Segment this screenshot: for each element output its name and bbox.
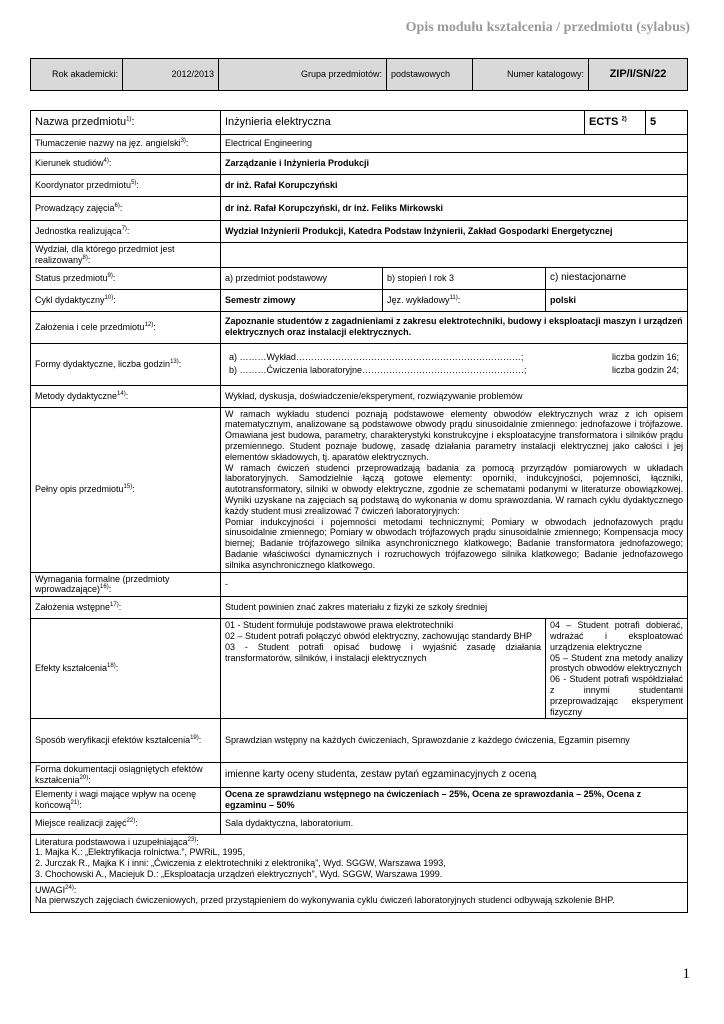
ects-value: 5 — [646, 111, 688, 135]
forma-cwiczenia-text: b) ………Ćwiczenia laboratoryjne………………………………………………; — [229, 365, 527, 376]
cykl-sup: 10) — [104, 294, 114, 301]
status-a: a) przedmiot podstawowy — [221, 267, 383, 289]
tlumaczenie-label: Tłumaczenie nazwy na jęz. angielski — [35, 138, 181, 149]
koordynator-value: dr inż. Rafał Korupczyński — [221, 175, 688, 197]
status-c: c) niestacjonarne — [546, 267, 688, 289]
metody-label: Metody dydaktyczne — [35, 390, 118, 401]
status-label: Status przedmiotu — [35, 272, 108, 283]
top-info-table — [30, 58, 688, 91]
jednostka-sup: 7) — [121, 226, 127, 233]
zalozenia-wstepne-label: Założenia wstępne — [35, 602, 111, 613]
literatura-sup: 23) — [187, 836, 197, 843]
forma-cwiczenia-hours: liczba godzin 24; — [611, 365, 680, 376]
pelny-opis-label: Pełny opis przedmiotu — [35, 484, 124, 495]
zalozenia-cele-label: Założenia i cele przedmiotu — [35, 321, 145, 332]
uwagi-value: Na pierwszych zajęciach ćwiczeniowych, przed przystąpieniem do wykonywania cyklu ćwiczeń laboratoryjnych studenci odbywają szkolenie BHP. — [35, 895, 615, 906]
zalozenia-wstepne-sup: 17) — [110, 602, 119, 609]
numer-value: ZIP/I/SN/22 — [589, 59, 688, 91]
elementy-label: Elementy i wagi mające wpływ na ocenę końcową — [35, 788, 197, 810]
kierunek-sup: 4) — [103, 158, 109, 165]
kierunek-value: Zarządzanie i Inżynieria Produkcji — [221, 153, 688, 175]
jezyk-label: Jęz. wykładowy — [387, 294, 450, 305]
nazwa-sup: 1) — [126, 116, 132, 123]
koordynator-label: Koordynator przedmiotu — [35, 180, 132, 191]
jednostka-value: Wydział Inżynierii Produkcji, Katedra Podstaw Inżynierii, Zakład Gospodarki Energetycznej — [221, 221, 688, 243]
syllabus-table: Nazwa przedmiotu$^{1)}$: Inżynieria elektryczna ECTS $^{2)}$ 5 Tłumaczenie nazwy na jęz. angielski$^{3)}$: Electrical Engineering Kierunek studiów$^{4)}$: Zarządzanie i Inżynieria Produkcji Koordynator przedmiotu$^{5)}$: dr inż. Rafał Korupczyński Prowadzący zajęcia$^{6)}$: dr inż. Rafał Korupczyński, dr inż. Feliks Mirkowski Jednostka realizująca$^{7)}$: Wydział Inżynierii Produkcji, Katedra Podstaw Inżynierii, Zakład Gospodarki Energetycznej Wydział, dla którego przedmiot jest realizowany$^{8)}$: Status przedmiotu$^{9)}$: a) przedmiot podstawowy b) stopień I rok 3 c) niestacjonarne Cykl dydaktyczny$^{10)}$: Semestr zimowy Jęz. wykładowy$^{11)}$: polski Założenia i cele przedmiotu$^{12)}$: Zapoznanie studentów z zagadnieniami z zakresu elektrotechniki, budowy i eksploatacji maszyn i urządzeń elektrycznych oraz instalacji elektrycznych. Formy dydaktyczne, liczba godzin$^{13)}$: a) ………Wykład…………………………………………………………………; liczba godzin 16; b) ………Ćwiczenia laboratoryjne………………………………………………; liczba godzin 24; Metody dydaktyczne$^{14)}$: Wykład, dyskusja, doświadczenie/eksperyment, rozwiązywanie problemów Pełny opis przedmiotu$^{15)}$: W ramach wykładu studenci poznają podstawowe elementy obwodów elektrycznych wraz z ich opisem matematycznym, analizowane są podstawowe obwody prądu sinusoidalnie zmiennego: jednofazowe i trójfazowe. Omawiana jest budowa, parametry, charakterystyki konstrukcyjne i eksploatacyjne transformatora i silników prądu przemiennego. Student poznaje budowę, zasadę działania parametry instalacji elektrycznej jako całości i jej elementów składowych, tj. aparatów elektrycznych. W ramach ćwiczeń studenci przeprowadzają badania za pomocą przyrządów pomiarowych w układach laboratoryjnych. Samodzielnie łączą gotowe elementy: oporniki, indukcyjności, pojemności, łączniki, autotransformatory, silniki w obwody elektryczne, zgodnie ze schematami podanymi w literaturze obowiązkowej. Wyniki uzyskane na zajęciach są podstawą do wykonania w domu sprawozdania. W ramach cyklu dydaktycznego każdy student musi zrealizować 7 ćwiczeń laboratoryjnych: Pomiar indukcyjności i pojemności metodami technicznymi; Pomiary w obwodach jednofazowych prądu sinusoidalnie zmiennego; Pomiary w obwodach trójfazowych prądu sinusoidalnie zmiennego; Kompensacja mocy biernej; Badanie trójfazowego silnika asynchronicznego klatkowego; Badanie transformatora jednofazowego; Badanie właściwości dynamicznych i rozruchowych trójfazowego silnika klatkowego; Badanie jednofazowego silnika asynchronicznego klatkowego. Wymagania formalne (przedmioty wprowadzające)$^{16)}$: - Założenia wstępne$^{17)}$: Student powinien znać zakres materiału z fizyki ze szkoły średniej Efekty kształcenia$^{18)}$: 01 - Student formułuje podstawowe prawa elektrotechniki 02 – Student potrafi połączyć obwód elektryczny, zachowując standardy BHP 03 - Student potrafi opisać budowę i wyjaśnić zasadę działania transformatorów, silników, i instalacji elektrycznych 04 – Student potrafi dobierać, wdrażać i eksploatować urządzenia elektryczne 05 – Student zna metody analizy prostych obwodów elektrycznych 06 - Student potrafi współdziałać z innymi studentami przeprowadzając eksperyment fizyczny Sposób weryfikacji efektów kształcenia$^{19)}$: Sprawdzian wstępny na każdych ćwiczeniach, Sprawozdanie z każdego ćwiczenia, Egzamin pisemny Forma dokumentacji osiągniętych efektów kształcenia$^{20)}$: imienne karty oceny studenta, zestaw pytań egzaminacyjnych z oceną Elementy i wagi mające wpływ na ocenę końcową$^{21)}$: Ocena ze sprawdzianu wstępnego na ćwiczeniach – 25%, Ocena ze sprawozdania – 25%, Ocena z egzaminu – 50% Miejsce realizacji zajęć$^{22)}$: Sala dydaktyczna, laboratorium. Literatura podstawowa i uzupełniająca$^{23)}$: 1. Majka K.: „Elektryfikacja rolnictwa.”, PWRiL, 1995, 2. Jurczak R., Majka K i inni: „Ćwiczenia z elektrotechniki z elektroniką”, Wyd. SGGW, Warszawa 1993, 3. Chochowski A., Maciejuk D.: „Eksploatacja urządzeń elektrycznych”, Wyd. SGGW, Warszawa 1999. UWAGI$^{24)}$: Na pierwszych zajęciach ćwiczeniowych, przed przystąpieniem do wykonywania cyklu ćwiczeń laboratoryjnych studenci odbywają szkolenie BHP. — [30, 110, 688, 913]
zalozenia-cele-value: Zapoznanie studentów z zagadnieniami z zakresu elektrotechniki, budowy i eksploatacji maszyn i urządzeń elektrycznych oraz instalacji elektrycznych. — [221, 311, 688, 343]
pelny-opis-p3: Pomiar indukcyjności i pojemności metodami technicznymi; Pomiary w obwodach jednofazowych prądu sinusoidalnie zmiennego; Pomiary w obwodach trójfazowych prądu sinusoidalnie zmiennego; Kompensacja mocy biernej; Badanie trójfazowego silnika asynchronicznego klatkowego; Badanie transformatora jednofazowego; Badanie właściwości dynamicznych i rozruchowych trójfazowego silnika klatkowego; Badanie jednofazowego silnika asynchronicznego klatkowego. — [225, 516, 684, 570]
status-b: b) stopień I rok 3 — [383, 267, 546, 289]
ects-label: ECTS — [589, 115, 619, 128]
forma-dok-label: Forma dokumentacji osiągniętych efektów kształcenia — [35, 764, 203, 786]
kierunek-label: Kierunek studiów — [35, 158, 104, 169]
nazwa-label: Nazwa przedmiotu — [35, 115, 127, 128]
literatura-item: 1. Majka K.: „Elektryfikacja rolnictwa.”, PWRiL, 1995, — [35, 847, 246, 858]
efekty-right: 04 – Student potrafi dobierać, wdrażać i eksploatować urządzenia elektryczne 05 – Student zna metody analizy prostych obwodów elektrycznych 06 - Student potrafi współdziałać z innymi studentami przeprowadzając eksperyment fizyczny — [546, 619, 688, 719]
forma-wyklad-hours: liczba godzin 16; — [611, 352, 680, 363]
rok-value: 2012/2013 — [123, 59, 219, 91]
literatura-item: 2. Jurczak R., Majka K i inni: „Ćwiczenia z elektrotechniki z elektroniką”, Wyd. SGGW, Warszawa 1993, — [35, 858, 446, 869]
wymagania-label: Wymagania formalne (przedmioty wprowadzające) — [35, 573, 170, 595]
ects-sup: 2) — [621, 116, 627, 123]
prowadzacy-label: Prowadzący zajęcia — [35, 203, 115, 214]
forma-cwiczenia — [229, 364, 679, 377]
metody-sup: 14) — [117, 390, 126, 397]
metody-value: Wykład, dyskusja, doświadczenie/eksperyment, rozwiązywanie problemów — [221, 385, 688, 407]
zalozenia-cele-sup: 12) — [144, 321, 154, 328]
forma-dok-sup: 20) — [79, 775, 89, 782]
koordynator-sup: 5) — [131, 180, 137, 187]
uwagi-sup: 24) — [65, 884, 74, 891]
pelny-opis-p2: W ramach ćwiczeń studenci przeprowadzają badania za pomocą przyrządów pomiarowych w układach laboratoryjnych. Samodzielnie łączą gotowe elementy: oporniki, indukcyjności, pojemności, łączniki, autotransformatory, silniki w obwody elektryczne, zgodnie ze schematami podanymi w literaturze obowiązkowej. Wyniki uzyskane na zajęciach są podstawą do wykonania w domu sprawozdania. W ramach cyklu dydaktycznego każdy student musi zrealizować 7 ćwiczeń laboratoryjnych: — [225, 462, 684, 516]
cykl-value: Semestr zimowy — [221, 289, 383, 311]
status-sup: 9) — [107, 272, 113, 279]
numer-label: Numer katalogowy: — [473, 59, 589, 91]
forma-dok-value: imienne karty oceny studenta, zestaw pytań egzaminacyjnych z oceną — [221, 763, 688, 788]
pelny-opis-p1: W ramach wykładu studenci poznają podstawowe elementy obwodów elektrycznych wraz z ich opisem matematycznym, analizowane są podstawowe obwody prądu sinusoidalnie zmiennego: jednofazowe i trójfazowe. Omawiana jest budowa, parametry, charakterystyki konstrukcyjne i eksploatacyjne transformatora i silników prądu przemiennego. Student poznaje budowę, zasadę działania parametry instalacji elektrycznej jako całości i jej elementów składowych, tj. aparatów elektrycznych. — [225, 408, 684, 462]
page-number: 1 — [682, 966, 690, 982]
efekty-label: Efekty kształcenia — [35, 663, 108, 674]
miejsce-label: Miejsce realizacji zajęć — [35, 817, 127, 828]
uwagi-label: UWAGI — [35, 884, 66, 895]
jezyk-sup: 11) — [449, 294, 458, 301]
elementy-value: Ocena ze sprawdzianu wstępnego na ćwiczeniach – 25%, Ocena ze sprawozdania – 25%, Ocena z egzaminu – 50% — [221, 787, 688, 812]
forma-wyklad — [229, 351, 679, 364]
forma-wyklad-text: a) ………Wykład…………………………………………………………………; — [229, 352, 524, 363]
efekty-left: 01 - Student formułuje podstawowe prawa elektrotechniki 02 – Student potrafi połączyć obwód elektryczny, zachowując standardy BHP 03 - Student potrafi opisać budowę i wyjaśnić zasadę działania transformatorów, silników, i instalacji elektrycznych — [221, 619, 546, 719]
wydzial-sup: 8) — [82, 254, 88, 261]
formy-label: Formy dydaktyczne, liczba godzin — [35, 358, 171, 369]
pelny-opis-sup: 15) — [123, 484, 133, 491]
elementy-sup: 21) — [70, 799, 80, 806]
wymagania-sup: 16) — [100, 584, 109, 591]
sposob-label: Sposób weryfikacji efektów kształcenia — [35, 735, 191, 746]
nazwa-value: Inżynieria elektryczna — [221, 111, 585, 135]
zalozenia-wstepne-value: Student powinien znać zakres materiału z fizyki ze szkoły średniej — [221, 597, 688, 619]
formy-sup: 13) — [170, 358, 179, 365]
literatura-label: Literatura podstawowa i uzupełniająca — [35, 836, 188, 847]
grupa-label: Grupa przedmiotów: — [219, 59, 387, 91]
sposob-sup: 19) — [190, 735, 199, 742]
jednostka-label: Jednostka realizująca — [35, 226, 122, 237]
miejsce-sup: 22) — [126, 817, 136, 824]
wymagania-value: - — [221, 572, 688, 597]
efekty-sup: 18) — [107, 663, 116, 670]
literatura-item: 3. Chochowski A., Maciejuk D.: „Eksploatacja urządzeń elektrycznych”, Wyd. SGGW, Warszawa 1999. — [35, 868, 443, 879]
sposob-value: Sprawdzian wstępny na każdych ćwiczeniach, Sprawozdanie z każdego ćwiczenia, Egzamin pisemny — [221, 719, 688, 763]
tlumaczenie-value: Electrical Engineering — [221, 135, 688, 153]
jezyk-value: polski — [546, 289, 688, 311]
document-title: Opis modułu kształcenia / przedmiotu (sylabus) — [405, 20, 690, 35]
cykl-label: Cykl dydaktyczny — [35, 294, 105, 305]
rok-label: Rok akademicki: — [31, 59, 123, 91]
wydzial-label: Wydział, dla którego przedmiot jest realizowany — [35, 244, 175, 265]
prowadzacy-sup: 6) — [114, 203, 120, 210]
wydzial-value — [221, 243, 688, 268]
grupa-value: podstawowych — [387, 59, 473, 91]
prowadzacy-value: dr inż. Rafał Korupczyński, dr inż. Feliks Mirkowski — [221, 197, 688, 221]
tlumaczenie-sup: 3) — [180, 138, 186, 145]
miejsce-value: Sala dydaktyczna, laboratorium. — [221, 812, 688, 834]
